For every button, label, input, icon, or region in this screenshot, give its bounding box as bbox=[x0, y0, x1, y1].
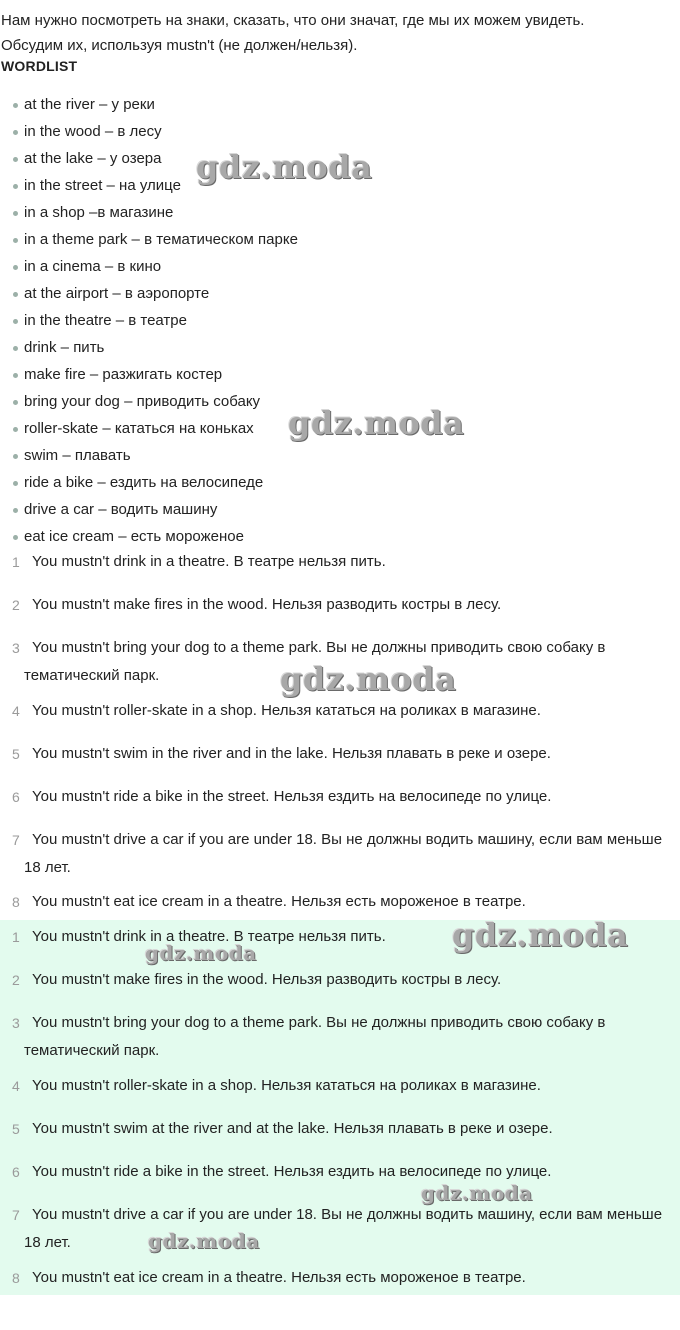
answer-text: You mustn't make fires in the wood. Нельзя разводить костры в лесу. bbox=[32, 971, 502, 988]
answer-text: You mustn't bring your dog to a theme park. Вы не должны приводить свою собаку в тематический парк. bbox=[24, 639, 606, 684]
answer-item bbox=[0, 740, 680, 768]
wordlist-item: bring your dog – приводить собаку bbox=[0, 388, 298, 415]
answer-item bbox=[0, 826, 680, 882]
wordlist-heading: WORDLIST bbox=[1, 58, 78, 74]
answer-text: You mustn't roller-skate in a shop. Нельзя кататься на роликах в магазине. bbox=[32, 702, 541, 719]
wordlist-item: in the theatre – в театре bbox=[0, 307, 298, 334]
wordlist-item: at the airport – в аэропорте bbox=[0, 280, 298, 307]
answer-number: 6 bbox=[12, 789, 20, 805]
answer-text: You mustn't bring your dog to a theme park. Вы не должны приводить свою собаку в тематический парк. bbox=[24, 1014, 606, 1059]
wordlist-item: in the street – на улице bbox=[0, 172, 298, 199]
watermark-logo: gdz.moda bbox=[196, 148, 373, 186]
answer-block-2 bbox=[0, 920, 680, 1295]
watermark-logo: gdz.moda bbox=[148, 1229, 260, 1253]
wordlist-item: eat ice cream – есть мороженое bbox=[0, 523, 298, 550]
answer-number: 1 bbox=[12, 554, 20, 570]
answer-number: 2 bbox=[12, 972, 20, 988]
watermark-logo: gdz.moda bbox=[421, 1181, 533, 1205]
answer-number: 2 bbox=[12, 597, 20, 613]
answer-number: 5 bbox=[12, 1121, 20, 1137]
wordlist-item: in a theme park – в тематическом парке bbox=[0, 226, 298, 253]
wordlist-item: make fire – разжигать костер bbox=[0, 361, 298, 388]
wordlist-item: in a cinema – в кино bbox=[0, 253, 298, 280]
answer-item bbox=[0, 1201, 680, 1257]
answer-text: You mustn't make fires in the wood. Нельзя разводить костры в лесу. bbox=[32, 596, 502, 613]
answer-number: 5 bbox=[12, 746, 20, 762]
answer-text: You mustn't drive a car if you are under 18. Вы не должны водить машину, если вам меньше 18 лет. bbox=[24, 1206, 663, 1251]
answer-item bbox=[0, 923, 680, 951]
answer-text: You mustn't drive a car if you are under 18. Вы не должны водить машину, если вам меньше 18 лет. bbox=[24, 831, 663, 876]
watermark-logo: gdz.moda bbox=[288, 404, 465, 442]
intro-line-1: Нам нужно посмотреть на знаки, сказать, что они значат, где мы их можем увидеть. bbox=[1, 12, 585, 29]
wordlist-item: drive a car – водить машину bbox=[0, 496, 298, 523]
wordlist-item: at the lake – у озера bbox=[0, 145, 298, 172]
answer-text: You mustn't swim at the river and at the lake. Нельзя плавать в реке и озере. bbox=[32, 1120, 553, 1137]
wordlist bbox=[0, 91, 298, 550]
answer-item bbox=[0, 783, 680, 811]
wordlist-item: ride a bike – ездить на велосипеде bbox=[0, 469, 298, 496]
wordlist-item: roller-skate – кататься на коньках bbox=[0, 415, 298, 442]
intro-text bbox=[1, 8, 677, 58]
wordlist-item: drink – пить bbox=[0, 334, 298, 361]
answer-text: You mustn't eat ice cream in a theatre. Нельзя есть мороженое в театре. bbox=[32, 1269, 526, 1286]
wordlist-item: in the wood – в лесу bbox=[0, 118, 298, 145]
answer-number: 7 bbox=[12, 832, 20, 848]
answer-number: 8 bbox=[12, 1270, 20, 1286]
answer-item bbox=[0, 1158, 680, 1186]
answer-item bbox=[0, 888, 680, 916]
answer-text: You mustn't drink in a theatre. В театре нельзя пить. bbox=[32, 928, 386, 945]
answer-item bbox=[0, 548, 680, 576]
watermark-logo: gdz.moda bbox=[280, 660, 457, 698]
answer-number: 3 bbox=[12, 1015, 20, 1031]
answer-text: You mustn't ride a bike in the street. Нельзя ездить на велосипеде по улице. bbox=[32, 788, 552, 805]
wordlist-item: in a shop –в магазине bbox=[0, 199, 298, 226]
watermark-logo: gdz.moda bbox=[452, 916, 629, 954]
watermark-logo: gdz.moda bbox=[145, 941, 257, 965]
answer-text: You mustn't eat ice cream in a theatre. Нельзя есть мороженое в театре. bbox=[32, 893, 526, 910]
answer-text: You mustn't ride a bike in the street. Нельзя ездить на велосипеде по улице. bbox=[32, 1163, 552, 1180]
answer-number: 6 bbox=[12, 1164, 20, 1180]
answer-item bbox=[0, 966, 680, 994]
answer-item bbox=[0, 1072, 680, 1100]
wordlist-item: at the river – у реки bbox=[0, 91, 298, 118]
answer-number: 8 bbox=[12, 894, 20, 910]
answer-number: 3 bbox=[12, 640, 20, 656]
answer-text: You mustn't roller-skate in a shop. Нельзя кататься на роликах в магазине. bbox=[32, 1077, 541, 1094]
wordlist-item: swim – плавать bbox=[0, 442, 298, 469]
intro-line-2: Обсудим их, используя mustn't (не должен/нельзя). bbox=[1, 37, 358, 54]
answer-item bbox=[0, 1009, 680, 1065]
answer-number: 4 bbox=[12, 703, 20, 719]
answer-item bbox=[0, 591, 680, 619]
answer-number: 7 bbox=[12, 1207, 20, 1223]
answer-item bbox=[0, 1115, 680, 1143]
answer-text: You mustn't swim in the river and in the lake. Нельзя плавать в реке и озере. bbox=[32, 745, 551, 762]
answer-item bbox=[0, 1264, 680, 1292]
answer-item bbox=[0, 697, 680, 725]
answer-item bbox=[0, 634, 680, 690]
answer-text: You mustn't drink in a theatre. В театре нельзя пить. bbox=[32, 553, 386, 570]
answer-number: 1 bbox=[12, 929, 20, 945]
answer-number: 4 bbox=[12, 1078, 20, 1094]
